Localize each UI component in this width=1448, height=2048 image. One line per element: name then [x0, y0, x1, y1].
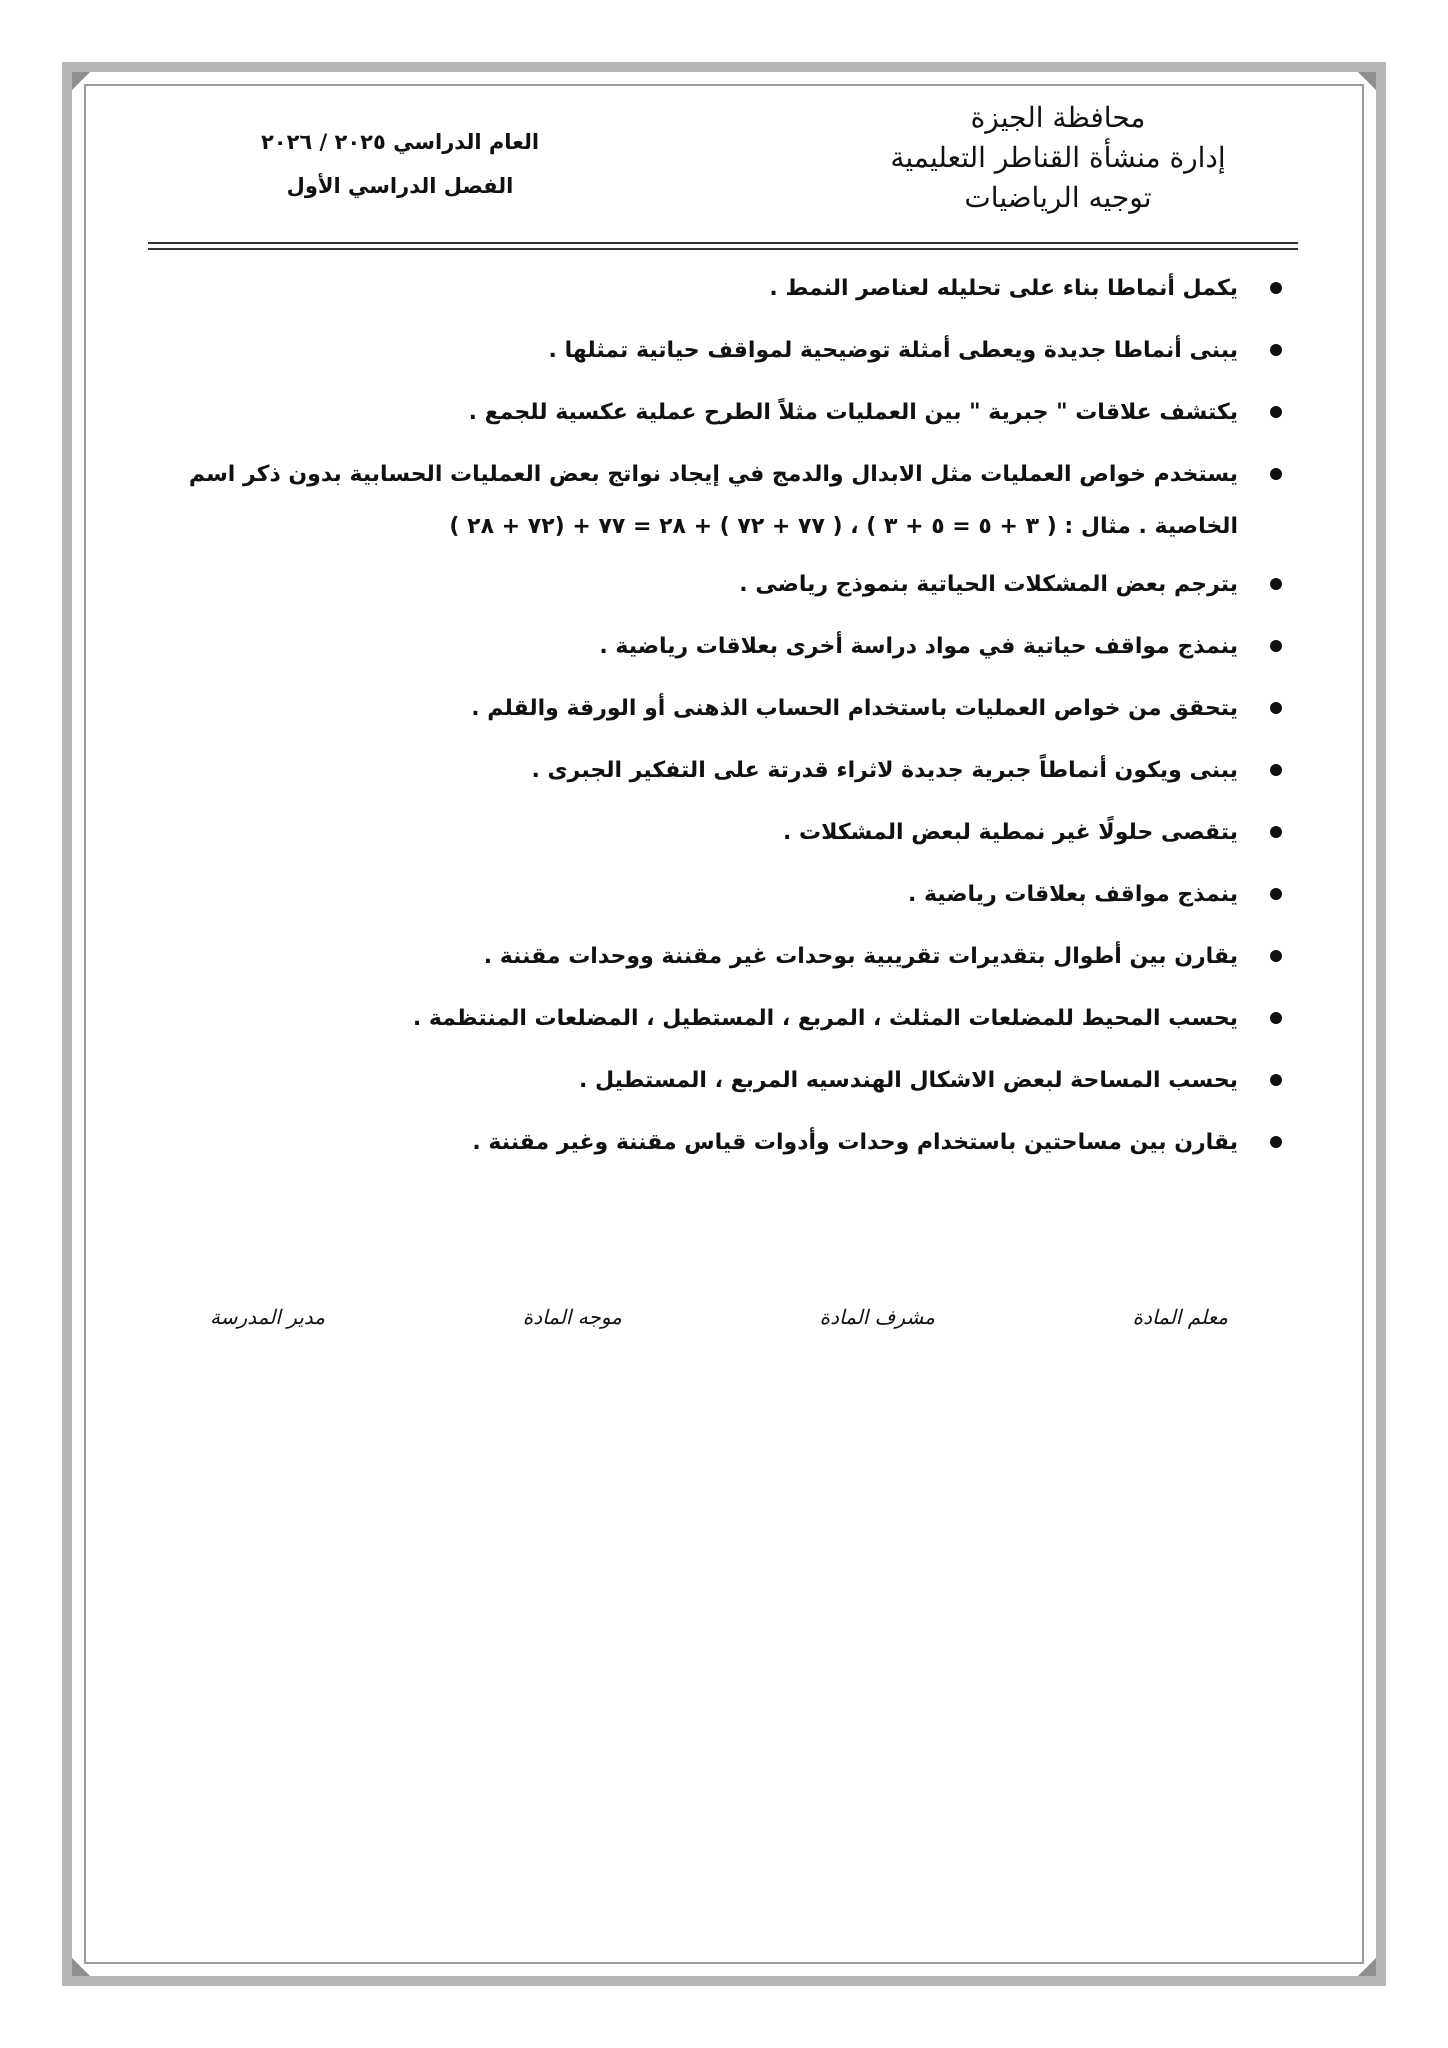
list-item: ينمذج مواقف بعلاقات رياضية . [140, 864, 1290, 926]
department-title: توجيه الرياضيات [964, 181, 1152, 214]
page-border-right [1376, 62, 1386, 1986]
header-divider [148, 242, 1298, 244]
example-text: الخاصية . مثال : ( ٣ + ٥ = ٥ + ٣ ) ، ( ٧٧ + ٧٢ ) + ٢٨ = ٧٧ + (٧٢ + ٢٨ ) [449, 514, 1238, 539]
bullet-icon [1270, 1136, 1282, 1148]
list-item: ينمذج مواقف حياتية في مواد دراسة أخرى بعلاقات رياضية . [140, 616, 1290, 678]
header-term-info [230, 120, 570, 208]
objectives-list [140, 258, 1290, 1174]
inspector-signature-label: موجه المادة [522, 1305, 622, 1329]
header-institution [838, 98, 1278, 218]
bullet-icon [1270, 468, 1282, 480]
corner-ornament-icon [1358, 72, 1376, 90]
bullet-icon [1270, 406, 1282, 418]
list-item: يتقصى حلولًا غير نمطية لبعض المشكلات . [140, 802, 1290, 864]
list-item: يبنى أنماطا جديدة ويعطى أمثلة توضيحية لمواقف حياتية تمثلها . [140, 320, 1290, 382]
bullet-icon [1270, 282, 1282, 294]
principal-signature-label: مدير المدرسة [210, 1305, 326, 1329]
corner-ornament-icon [72, 72, 90, 90]
governorate-title: محافظة الجيزة [970, 101, 1146, 134]
bullet-icon [1270, 950, 1282, 962]
list-item: يتحقق من خواص العمليات باستخدام الحساب الذهنى أو الورقة والقلم . [140, 678, 1290, 740]
list-item: يحسب المساحة لبعض الاشكال الهندسيه المربع ، المستطيل . [140, 1050, 1290, 1112]
bullet-icon [1270, 640, 1282, 652]
corner-ornament-icon [1358, 1958, 1376, 1976]
signature-row [210, 1305, 1228, 1329]
page-border-left [62, 62, 72, 1986]
corner-ornament-icon [72, 1958, 90, 1976]
bullet-icon [1270, 1074, 1282, 1086]
bullet-icon [1270, 1012, 1282, 1024]
bullet-icon [1270, 578, 1282, 590]
header-divider [148, 248, 1298, 250]
page-border-bottom [62, 1976, 1386, 1986]
bullet-icon [1270, 826, 1282, 838]
teacher-signature-label: معلم المادة [1132, 1305, 1228, 1329]
page-border-top [62, 62, 1386, 72]
bullet-icon [1270, 888, 1282, 900]
administration-title: إدارة منشأة القناطر التعليمية [890, 141, 1226, 174]
bullet-icon [1270, 702, 1282, 714]
list-item: يقارن بين أطوال بتقديرات تقريبية بوحدات غير مقننة ووحدات مقننة . [140, 926, 1290, 988]
list-item: يقارن بين مساحتين باستخدام وحدات وأدوات قياس مقننة وغير مقننة . [140, 1112, 1290, 1174]
list-item: يترجم بعض المشكلات الحياتية بنموذج رياضى . [140, 554, 1290, 616]
bullet-icon [1270, 344, 1282, 356]
bullet-icon [1270, 764, 1282, 776]
term-label: الفصل الدراسي الأول [286, 174, 514, 198]
list-item: يكتشف علاقات " جبرية " بين العمليات مثلاً الطرح عملية عكسية للجمع . [140, 382, 1290, 444]
academic-year: العام الدراسي ٢٠٢٥ / ٢٠٢٦ [260, 130, 540, 154]
list-item: يستخدم خواص العمليات مثل الابدال والدمج في إيجاد نواتج بعض العمليات الحسابية بدون ذكر اسم الخاصية . مثال : ( ٣ + ٥ = ٥ + ٣ ) ، ( ٧٧ + ٧٢ ) + ٢٨ = ٧٧ + (٧٢ + ٢٨ ) [140, 444, 1290, 554]
supervisor-signature-label: مشرف المادة [819, 1305, 935, 1329]
list-item: يكمل أنماطا بناء على تحليله لعناصر النمط . [140, 258, 1290, 320]
list-item: يبنى ويكون أنماطاً جبرية جديدة لاثراء قدرتة على التفكير الجبرى . [140, 740, 1290, 802]
list-item: يحسب المحيط للمضلعات المثلث ، المربع ، المستطيل ، المضلعات المنتظمة . [140, 988, 1290, 1050]
